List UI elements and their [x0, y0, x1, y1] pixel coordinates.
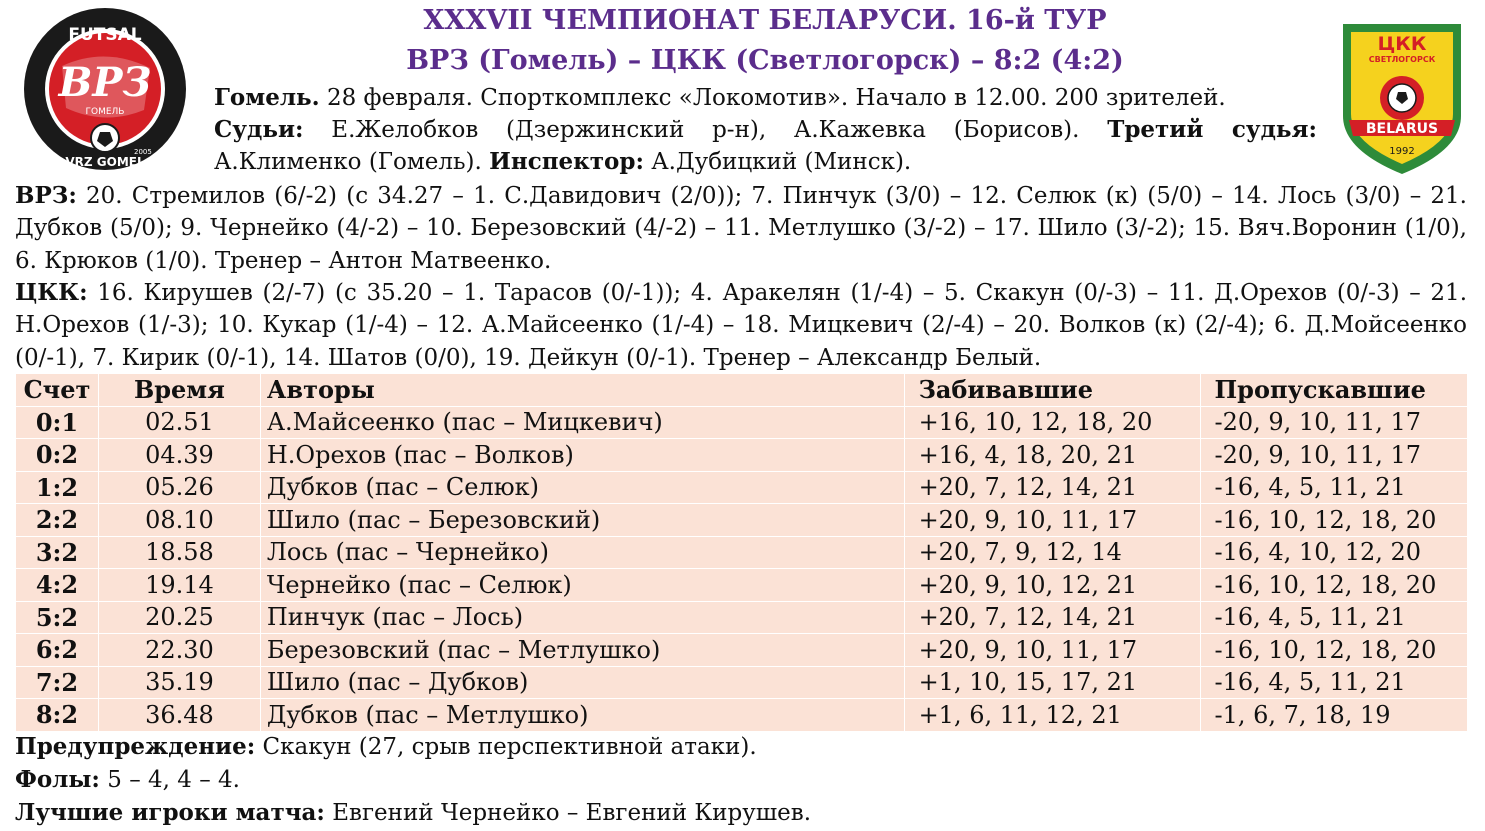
vrz-gomel-logo [22, 6, 188, 172]
away-lineup-text: 16. Кирушев (2/-7) (с 35.20 – 1. Тарасов (0/-1)); 4. Аракелян (1/-4) – 5. Скакун (0/-3) – 11. Д.Орехов (0/-3) – 21. Н.Орехов (1/-3); 10. Кукар (1/-4) – 12. А.Майсеенко (1/-4) – 18. Мицкевич (2/-4) – 20. Волков (к) (2/-4); 6. Д.Мойсеенко (0/-1), 7. Кирик (0/-1), 14. Шатов (0/0), 19. Дейкун (0/-1). Тренер – Александр Белый. [15, 280, 1467, 371]
goal-time: 04.39 [98, 439, 260, 472]
inspector-label: Инспектор: [489, 148, 644, 175]
logo-ckk-text: ЦКК [1377, 33, 1427, 55]
logo-vrz-gomel-text: VRZ GOMEL [65, 155, 145, 169]
table-row [16, 569, 1468, 602]
table-row [16, 699, 1468, 732]
table-row [16, 406, 1468, 439]
goal-score: 5:2 [16, 601, 99, 634]
goal-score: 6:2 [16, 634, 99, 667]
home-lineup-text: 20. Стремилов (6/-2) (с 34.27 – 1. С.Давидович (2/0)); 7. Пинчук (3/0) – 12. Селюк (к) (5/0) – 14. Лось (3/0) – 21. Дубков (5/0); 9. Чернейко (4/-2) – 10. Березовский (4/-2) – 11. Метлушко (3/-2) – 17. Шило (3/-2); 15. Вяч.Воронин (1/0), 6. Крюков (1/0). Тренер – Антон Матвеенко. [15, 183, 1467, 274]
referees-line [214, 114, 1317, 178]
table-row [16, 471, 1468, 504]
goal-score: 0:1 [16, 406, 99, 439]
warning-label: Предупреждение: [15, 733, 256, 760]
goal-time: 35.19 [98, 666, 260, 699]
goal-score: 2:2 [16, 504, 99, 537]
goal-author: Н.Орехов (пас – Волков) [260, 439, 904, 472]
away-lineup [15, 277, 1467, 374]
ckk-svetlogorsk-logo [1339, 20, 1465, 176]
goal-minus-players: -16, 10, 12, 18, 20 [1200, 634, 1467, 667]
fouls-text: 5 – 4, 4 – 4. [99, 767, 240, 793]
third-referee-text: А.Клименко (Гомель). [214, 149, 490, 175]
match-score-title: ВРЗ (Гомель) – ЦКК (Светлогорск) – 8:2 (4:2) [406, 45, 1124, 76]
match-round-title: XXXVII ЧЕМПИОНАТ БЕЛАРУСИ. 16-й ТУР [423, 5, 1107, 36]
goal-plus-players: +16, 4, 18, 20, 21 [904, 439, 1200, 472]
match-info [214, 82, 1317, 178]
table-row [16, 634, 1468, 667]
city-label: Гомель. [214, 84, 320, 111]
goal-time: 02.51 [98, 406, 260, 439]
goal-minus-players: -1, 6, 7, 18, 19 [1200, 699, 1467, 732]
goal-minus-players: -16, 4, 10, 12, 20 [1200, 536, 1467, 569]
goal-plus-players: +20, 9, 10, 11, 17 [904, 504, 1200, 537]
col-authors-header: Авторы [260, 374, 904, 406]
goal-score: 0:2 [16, 439, 99, 472]
goal-time: 18.58 [98, 536, 260, 569]
goal-minus-players: -16, 4, 5, 11, 21 [1200, 666, 1467, 699]
goal-author: Чернейко (пас – Селюк) [260, 569, 904, 602]
goal-plus-players: +20, 7, 12, 14, 21 [904, 601, 1200, 634]
col-scorers-on-court-header: Забивавшие [904, 374, 1200, 406]
away-team-label: ЦКК: [15, 279, 88, 306]
goals-table-header [16, 374, 1468, 406]
warning-line [15, 731, 1467, 763]
goal-time: 19.14 [98, 569, 260, 602]
goal-author: Шило (пас – Дубков) [260, 666, 904, 699]
col-conceders-on-court-header: Пропускавшие [1200, 374, 1467, 406]
goal-score: 8:2 [16, 699, 99, 732]
logo-year-text: 2005 [134, 148, 152, 156]
goal-minus-players: -20, 9, 10, 11, 17 [1200, 406, 1467, 439]
table-row [16, 666, 1468, 699]
table-row [16, 439, 1468, 472]
goal-time: 36.48 [98, 699, 260, 732]
logo-svetlogorsk-text: СВЕТЛОГОРСК [1368, 55, 1436, 64]
col-score-header: Счет [16, 374, 99, 406]
goal-minus-players: -16, 10, 12, 18, 20 [1200, 504, 1467, 537]
goal-plus-players: +20, 7, 9, 12, 14 [904, 536, 1200, 569]
inspector-text: А.Дубицкий (Минск). [643, 149, 912, 175]
table-row [16, 536, 1468, 569]
logo-gomel-text: ГОМЕЛЬ [85, 107, 125, 117]
best-players-label: Лучшие игроки матча: [15, 799, 325, 826]
goal-author: Дубков (пас – Селюк) [260, 471, 904, 504]
referees-label: Судьи: [214, 116, 304, 143]
table-row [16, 601, 1468, 634]
goal-author: Лось (пас – Чернейко) [260, 536, 904, 569]
venue-text: 28 февраля. Спорткомплекс «Локомотив». Начало в 12.00. 200 зрителей. [319, 85, 1226, 111]
goal-time: 08.10 [98, 504, 260, 537]
goal-author: Березовский (пас – Метлушко) [260, 634, 904, 667]
goal-score: 4:2 [16, 569, 99, 602]
goal-time: 22.30 [98, 634, 260, 667]
goal-minus-players: -20, 9, 10, 11, 17 [1200, 439, 1467, 472]
warning-text: Скакун (27, срыв перспективной атаки). [255, 734, 757, 760]
goal-plus-players: +16, 10, 12, 18, 20 [904, 406, 1200, 439]
goal-author: А.Майсеенко (пас – Мицкевич) [260, 406, 904, 439]
goal-time: 05.26 [98, 471, 260, 504]
goal-plus-players: +20, 7, 12, 14, 21 [904, 471, 1200, 504]
best-players-line [15, 797, 1467, 829]
logo-belarus-text: BELARUS [1365, 121, 1439, 137]
logo-futsal-text: FUTSAL [68, 25, 142, 45]
logo-ckk-year-text: 1992 [1389, 146, 1415, 157]
goal-plus-players: +20, 9, 10, 12, 21 [904, 569, 1200, 602]
logo-vrz-text: ВРЗ [58, 59, 152, 106]
goal-score: 7:2 [16, 666, 99, 699]
best-players-text: Евгений Чернейко – Евгений Кирушев. [324, 800, 812, 826]
goal-minus-players: -16, 4, 5, 11, 21 [1200, 471, 1467, 504]
home-lineup [15, 180, 1467, 277]
referees-text: Е.Желобков (Дзержинский р-н), А.Кажевка (Борисов). [303, 117, 1108, 143]
goal-author: Пинчук (пас – Лось) [260, 601, 904, 634]
goal-author: Шило (пас – Березовский) [260, 504, 904, 537]
home-team-label: ВРЗ: [15, 182, 77, 209]
match-venue-line [214, 82, 1317, 114]
goal-minus-players: -16, 4, 5, 11, 21 [1200, 601, 1467, 634]
table-row [16, 504, 1468, 537]
goal-plus-players: +1, 10, 15, 17, 21 [904, 666, 1200, 699]
goal-score: 3:2 [16, 536, 99, 569]
fouls-label: Фолы: [15, 766, 100, 793]
goal-minus-players: -16, 10, 12, 18, 20 [1200, 569, 1467, 602]
fouls-line [15, 764, 1467, 796]
goal-score: 1:2 [16, 471, 99, 504]
goals-table [15, 374, 1467, 732]
col-time-header: Время [98, 374, 260, 406]
goal-author: Дубков (пас – Метлушко) [260, 699, 904, 732]
goal-plus-players: +1, 6, 11, 12, 21 [904, 699, 1200, 732]
goal-plus-players: +20, 9, 10, 11, 17 [904, 634, 1200, 667]
third-referee-label: Третий судья: [1107, 116, 1317, 143]
goal-time: 20.25 [98, 601, 260, 634]
